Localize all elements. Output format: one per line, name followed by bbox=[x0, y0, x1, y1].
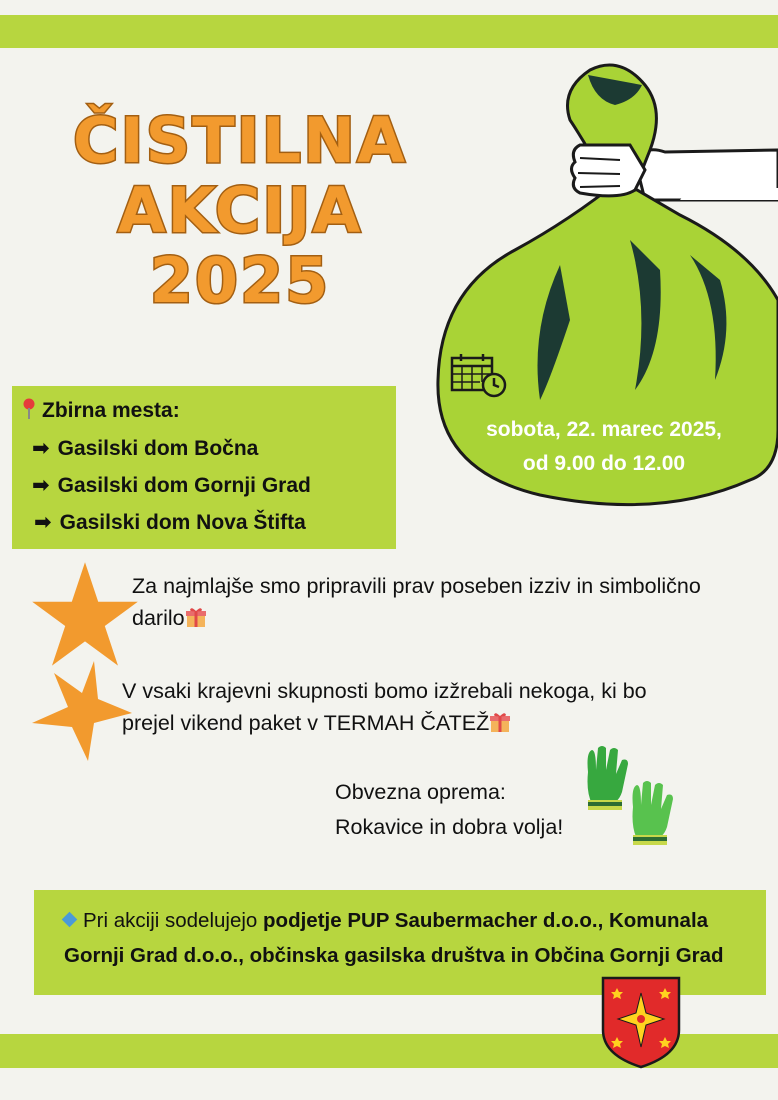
meeting-point-label: Gasilski dom Nova Štifta bbox=[59, 511, 306, 534]
arrow-right-icon: ➡ bbox=[32, 437, 50, 460]
meeting-point-item bbox=[32, 473, 311, 498]
title-line-3: 2025 bbox=[149, 244, 331, 317]
star-icon bbox=[32, 655, 132, 767]
meeting-point-label: Gasilski dom Bočna bbox=[57, 437, 259, 460]
title-line-2: AKCIJA bbox=[117, 174, 363, 247]
meeting-points-title: Zbirna mesta: bbox=[42, 399, 180, 422]
gift-icon bbox=[185, 606, 207, 628]
raffle-text bbox=[122, 675, 682, 739]
title-line-1: ČISTILNA bbox=[73, 104, 407, 177]
meeting-point-item bbox=[32, 436, 258, 461]
partners-list: podjetje PUP Saubermacher d.o.o., Komunala Gornji Grad d.o.o., občinska gasilska društva in Občina Gornji Grad bbox=[64, 909, 724, 967]
pin-icon bbox=[22, 398, 36, 420]
raffle-label: V vsaki krajevni skupnosti bomo izžrebali nekoga, ki bo prejel vikend paket v TERMAH ČATEŽ bbox=[122, 679, 647, 735]
meeting-point-item bbox=[34, 510, 306, 535]
star-icon bbox=[30, 560, 140, 670]
gift-icon bbox=[489, 711, 511, 733]
meeting-points-box bbox=[12, 386, 396, 549]
event-time: od 9.00 do 12.00 bbox=[522, 452, 686, 475]
arrow-right-icon: ➡ bbox=[32, 474, 50, 497]
partners-text bbox=[64, 903, 754, 973]
diamond-icon bbox=[62, 912, 78, 928]
event-date: sobota, 22. marec 2025, bbox=[486, 418, 722, 441]
meeting-point-label: Gasilski dom Gornji Grad bbox=[57, 474, 311, 497]
calendar-clock-icon bbox=[450, 352, 508, 398]
youth-challenge-text bbox=[132, 570, 732, 634]
youth-challenge-label: Za najmlajše smo pripravili prav poseben izziv in simbolično darilo bbox=[132, 574, 701, 630]
gloves-icon bbox=[578, 742, 688, 857]
equipment-text: Rokavice in dobra volja! bbox=[335, 815, 564, 839]
arrow-right-icon: ➡ bbox=[34, 511, 52, 534]
municipality-crest-icon bbox=[600, 975, 682, 1070]
top-green-bar bbox=[0, 15, 778, 48]
equipment-label: Obvezna oprema: bbox=[335, 780, 506, 804]
partners-prefix: Pri akciji sodelujejo bbox=[83, 909, 264, 932]
